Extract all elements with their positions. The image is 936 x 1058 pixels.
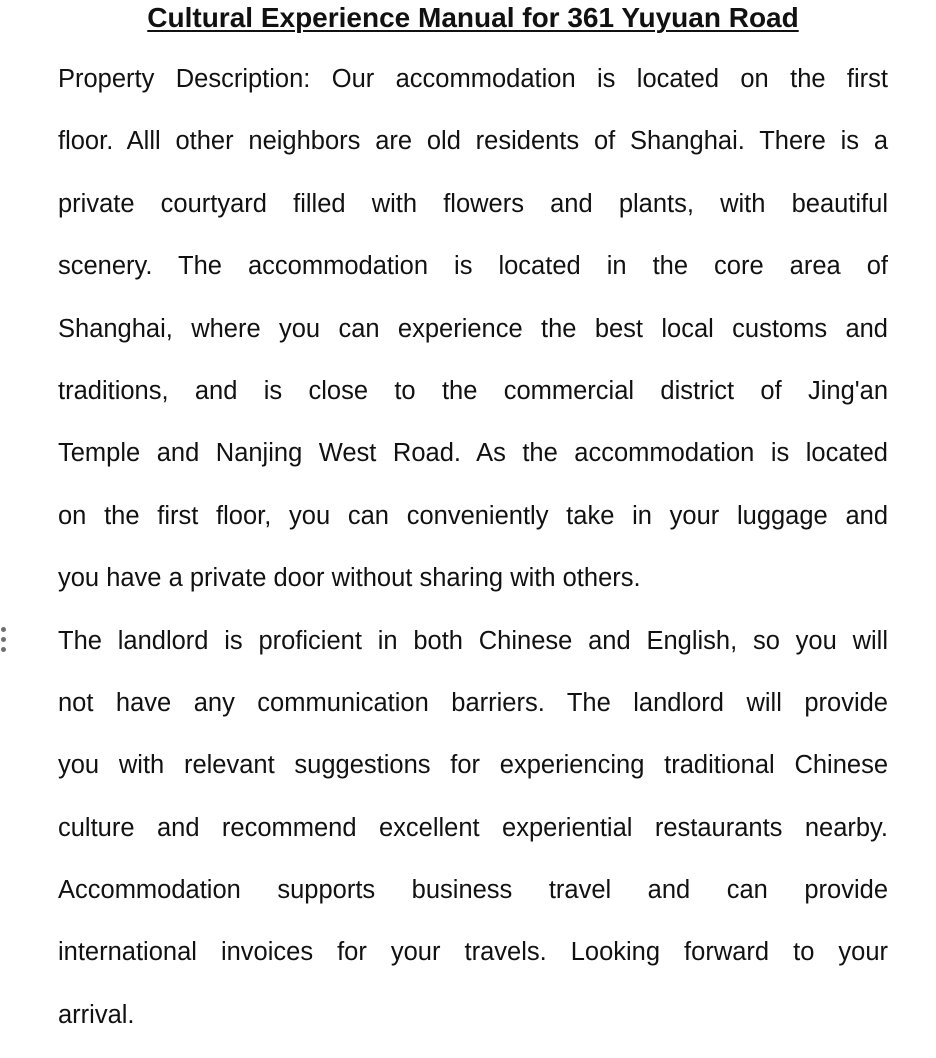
text-line: you have a private door without sharing with others. [58, 564, 641, 593]
text-line: international invoices for your travels. Looking forward to your [58, 938, 888, 967]
vertical-dots-icon[interactable] [0, 625, 8, 655]
text-line: culture and recommend excellent experiential restaurants nearby. [58, 813, 888, 842]
document-body [58, 60, 888, 1058]
text-line: arrival. [58, 1000, 135, 1029]
text-line: The landlord is proficient in both Chinese and English, so you will [58, 626, 888, 655]
text-line: floor. Alll other neighbors are old residents of Shanghai. There is a [58, 127, 888, 156]
text-line: private courtyard filled with flowers and plants, with beautiful [58, 189, 888, 218]
text-line: you with relevant suggestions for experiencing traditional Chinese [58, 751, 888, 780]
text-line: Property Description: Our accommodation is located on the first [58, 65, 888, 93]
text-line: Shanghai, where you can experience the best local customs and [58, 314, 888, 343]
document-title: Cultural Experience Manual for 361 Yuyuan Road [147, 2, 799, 33]
paragraph-landlord [58, 622, 888, 1058]
text-line: Accommodation supports business travel and can provide [58, 876, 888, 905]
text-line: on the first floor, you can conveniently take in your luggage and [58, 501, 888, 530]
text-line: traditions, and is close to the commercial district of Jing'an [58, 376, 888, 405]
text-line: Temple and Nanjing West Road. As the accommodation is located [58, 439, 888, 468]
text-line: not have any communication barriers. The landlord will provide [58, 688, 888, 717]
text-line: scenery. The accommodation is located in the core area of [58, 252, 888, 281]
paragraph-property-description [58, 60, 888, 622]
